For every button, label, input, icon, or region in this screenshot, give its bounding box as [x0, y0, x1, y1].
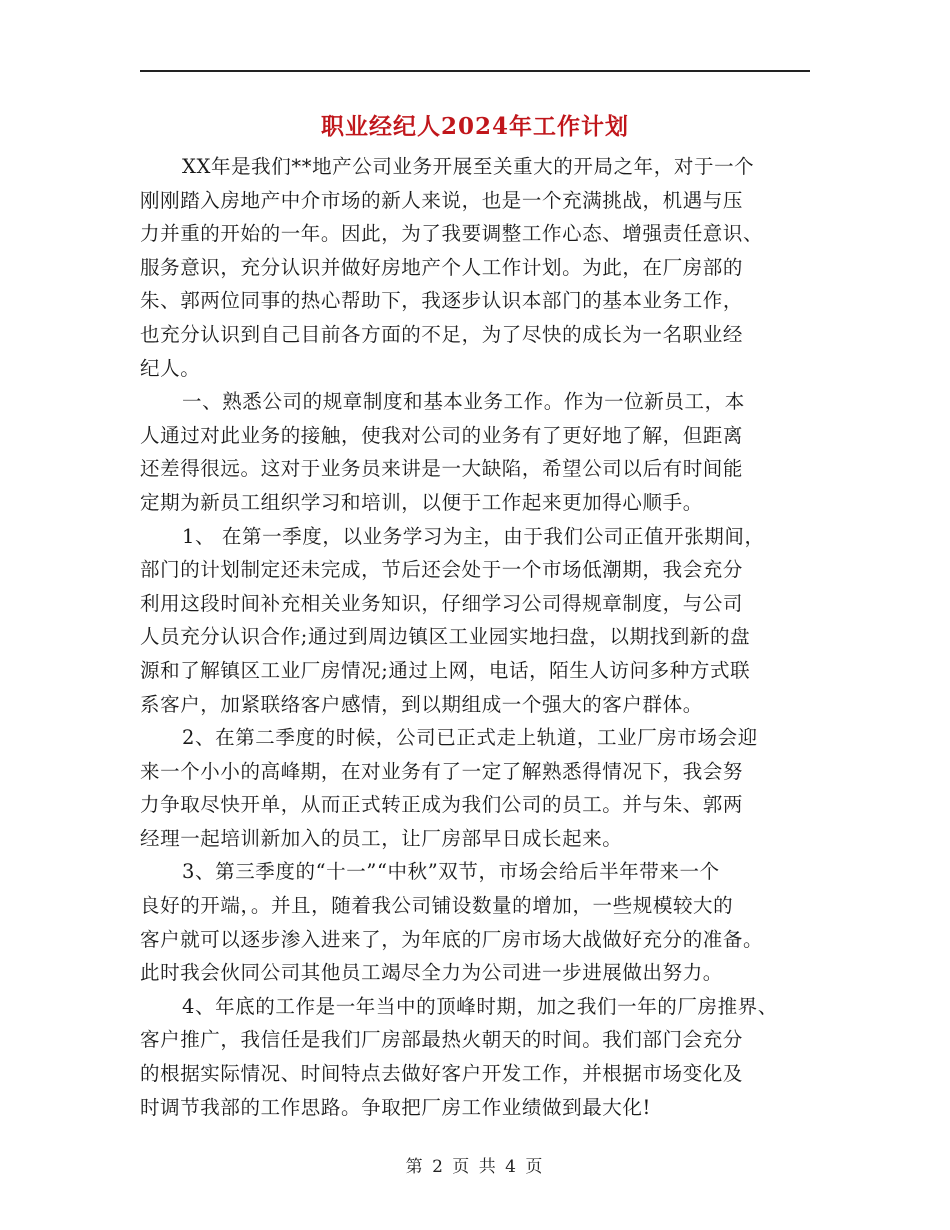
text-line: 客户推广，我信任是我们厂房部最热火朝天的时间。我们部门会充分 [140, 1028, 744, 1052]
text-line: 刚刚踏入房地产中介市场的新人来说，也是一个充满挑战，机遇与压 [140, 188, 744, 212]
text-line: 1、 在第一季度，以业务学习为主，由于我们公司正值开张期间， [182, 524, 765, 548]
text-line: 人员充分认识合作;通过到周边镇区工业园实地扫盘，以期找到新的盘 [140, 625, 751, 649]
text-line: 系客户，加紧联络客户感情，到以期组成一个强大的客户群体。 [140, 692, 703, 716]
document-title: 职业经纪人2024年工作计划 [320, 113, 629, 140]
paragraph-section-one [140, 385, 840, 519]
text-line: 纪人。 [140, 356, 201, 380]
text-line: 3、第三季度的“十一”“中秋”双节，市场会给后半年带来一个 [182, 860, 720, 884]
text-line: 客户就可以逐步渗入进来了，为年底的厂房市场大战做好充分的准备。 [140, 927, 764, 951]
paragraph-intro [140, 150, 840, 385]
text-line: 一、熟悉公司的规章制度和基本业务工作。作为一位新员工，本 [182, 390, 745, 414]
text-line: 定期为新员工组织学习和培训，以便于工作起来更加得心顺手。 [140, 490, 703, 514]
text-line: 部门的计划制定还未完成，节后还会处于一个市场低潮期，我会充分 [140, 558, 744, 582]
text-line: 还差得很远。这对于业务员来讲是一大缺陷，希望公司以后有时间能 [140, 457, 744, 481]
text-line: 2、在第二季度的时候，公司已正式走上轨道，工业厂房市场会迎 [182, 726, 758, 750]
text-line: 经理一起培训新加入的员工，让厂房部早日成长起来。 [140, 826, 623, 850]
text-line: 4、年底的工作是一年当中的顶峰时期，加之我们一年的厂房推界、 [182, 994, 778, 1018]
text-line: 朱、郭两位同事的热心帮助下，我逐步认识本部门的基本业务工作， [140, 289, 744, 313]
text-line: 力争取尽快开单，从而正式转正成为我们公司的员工。并与朱、郭两 [140, 793, 744, 817]
text-line: 源和了解镇区工业厂房情况;通过上网，电话，陌生人访问多种方式联 [140, 658, 751, 682]
text-line: XX年是我们**地产公司业务开展至关重大的开局之年，对于一个 [182, 155, 755, 178]
text-line: 力并重的开始的一年。因此，为了我要调整工作心态、增强责任意识、 [140, 222, 764, 246]
text-line: 良好的开端，。并且，随着我公司铺设数量的增加，一些规模较大的 [140, 894, 734, 918]
paragraph-q3 [140, 855, 840, 989]
paragraph-q1 [140, 520, 840, 722]
paragraph-q4 [140, 990, 840, 1124]
text-line: 服务意识，充分认识并做好房地产个人工作计划。为此，在厂房部的 [140, 255, 744, 279]
text-line: 也充分认识到自己目前各方面的不足，为了尽快的成长为一名职业经 [140, 322, 744, 346]
text-line: 此时我会伙同公司其他员工竭尽全力为公司进一步进展做出努力。 [140, 961, 723, 985]
document-body [140, 150, 840, 1124]
text-line: 人通过对此业务的接触，使我对公司的业务有了更好地了解，但距离 [140, 423, 744, 447]
text-line: 时调节我部的工作思路。争取把厂房工作业绩做到最大化! [140, 1095, 651, 1119]
header-rule [140, 70, 810, 72]
paragraph-q2 [140, 721, 840, 855]
page-number: 第 2 页 共 4 页 [405, 1157, 545, 1177]
text-line: 利用这段时间补充相关业务知识，仔细学习公司得规章制度，与公司 [140, 591, 744, 615]
text-line: 的根据实际情况、时间特点去做好客户开发工作，并根据市场变化及 [140, 1062, 744, 1086]
text-line: 来一个小小的高峰期，在对业务有了一定了解熟悉得情况下，我会努 [140, 759, 744, 783]
